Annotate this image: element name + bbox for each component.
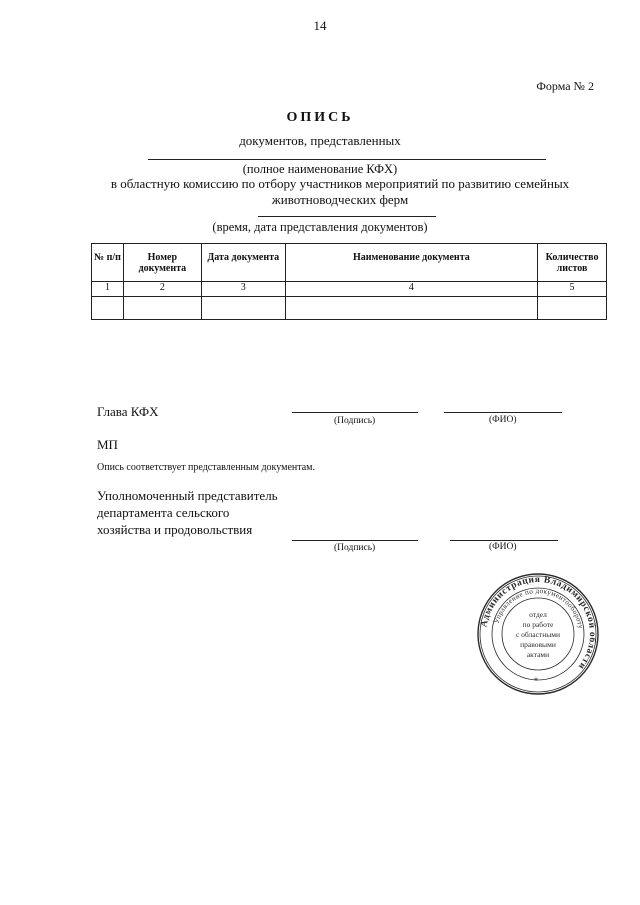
table-cell xyxy=(201,297,285,320)
table-cell xyxy=(285,297,537,320)
form-number: Форма № 2 xyxy=(536,79,594,93)
head-signature-line xyxy=(292,412,418,413)
stamp-center-line: актами xyxy=(526,650,550,659)
representative-line-3: хозяйства и продовольствия xyxy=(97,522,253,537)
seal-place-label: МП xyxy=(97,437,118,452)
representative-name-line xyxy=(450,540,558,541)
table-cell xyxy=(92,297,124,320)
conformity-statement: Опись соответствует представленным документам. xyxy=(97,462,315,473)
star-icon: * xyxy=(533,676,539,686)
applicant-name-hint: (полное наименование КФХ) xyxy=(242,162,398,176)
column-number: 3 xyxy=(201,282,285,297)
representative-line-2: департамента сельского xyxy=(97,505,230,520)
documents-table xyxy=(91,243,607,320)
purpose-line-1: в областную комиссию по отбору участников мероприятий по развитию семейных xyxy=(110,176,570,191)
head-name-hint: (ФИО) xyxy=(489,415,517,425)
table-row xyxy=(92,297,607,320)
document-purpose xyxy=(100,176,580,208)
column-header: Номер документа xyxy=(123,244,201,282)
column-header: Наименование документа xyxy=(285,244,537,282)
column-header: Количество листов xyxy=(538,244,607,282)
applicant-name-line xyxy=(148,159,546,160)
stamp-center-line: правовыми xyxy=(520,640,556,649)
table-cell xyxy=(123,297,201,320)
page-number: 14 xyxy=(313,18,327,33)
column-header: № п/п xyxy=(92,244,124,282)
representative-line-1: Уполномоченный представитель xyxy=(97,488,278,503)
submission-time-hint: (время, дата представления документов) xyxy=(212,220,428,234)
stamp-center-line: по работе xyxy=(522,620,554,629)
stamp-outer-text: Администрация Владимирской области xyxy=(479,574,598,672)
column-number: 4 xyxy=(285,282,537,297)
purpose-line-2: животноводческих ферм xyxy=(271,192,409,207)
column-header: Дата документа xyxy=(201,244,285,282)
column-number: 2 xyxy=(123,282,201,297)
column-number: 1 xyxy=(92,282,124,297)
table-number-row xyxy=(92,282,607,297)
stamp-inner-text: Управление по документообороту xyxy=(492,586,585,630)
representative-label xyxy=(97,487,278,538)
head-name-line xyxy=(444,412,562,413)
document-subtitle: документов, представленных xyxy=(239,133,401,148)
document-title: ОПИСЬ xyxy=(286,110,354,125)
stamp-center-line: с областными xyxy=(515,630,561,639)
table-header-row xyxy=(92,244,607,282)
stamp-center-line: отдел xyxy=(529,610,547,619)
head-label: Глава КФХ xyxy=(97,404,159,419)
representative-name-hint: (ФИО) xyxy=(489,542,517,552)
column-number: 5 xyxy=(538,282,607,297)
representative-signature-hint: (Подпись) xyxy=(334,543,376,553)
table-cell xyxy=(538,297,607,320)
submission-time-line xyxy=(258,216,436,217)
representative-signature-line xyxy=(292,540,418,541)
official-stamp xyxy=(476,572,600,696)
head-signature-hint: (Подпись) xyxy=(334,416,376,426)
